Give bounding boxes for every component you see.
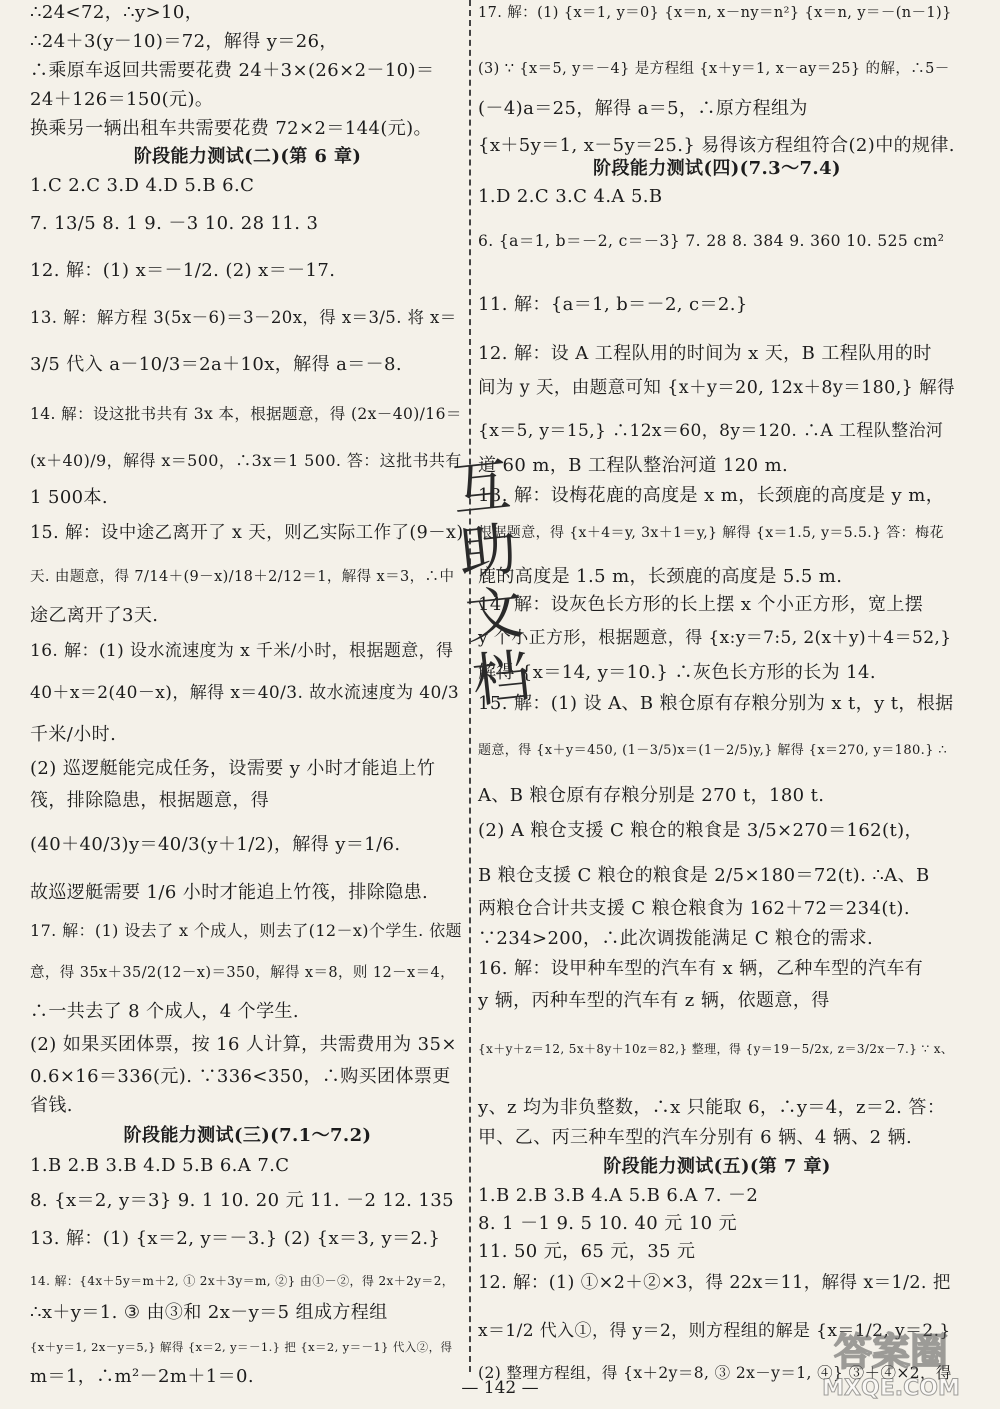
answer-line: 6. {a＝1, b＝－2, c＝－3} 7. 28 8. 384 9. 360 10. 525 cm² xyxy=(478,232,945,250)
answer-line: y 个小正方形，根据题意，得 {x:y＝7:5, 2(x＋y)＋4＝52,} xyxy=(478,628,952,648)
answer-line: 甲、乙、丙三种车型的汽车分别有 6 辆、4 辆、2 辆. xyxy=(478,1127,913,1148)
answer-line: 1.D 2.C 3.C 4.A 5.B xyxy=(478,186,663,207)
answer-line: 14. 解：设这批书共有 3x 本，根据题意，得 (2x－40)/16＝ xyxy=(30,405,462,423)
answer-line: A、B 粮仓原有存粮分别是 270 t，180 t. xyxy=(478,785,825,806)
answer-line: 故巡逻艇需要 1/6 小时才能追上竹筏，排除隐患. xyxy=(30,882,429,903)
answer-line: ∵234>200，∴此次调拨能满足 C 粮仓的需求. xyxy=(478,928,874,949)
section-heading: 阶段能力测试(五)(第 7 章) xyxy=(603,1156,831,1177)
answer-line: 14. 解：{4x＋5y＝m＋2, ① 2x＋3y＝m, ②} 由①－②，得 2x＋2y＝2， xyxy=(30,1274,455,1288)
column-divider xyxy=(469,0,471,1372)
answer-line: 省钱. xyxy=(30,1095,73,1116)
answer-line: 16. 解：设甲种车型的汽车有 x 辆，乙种车型的汽车有 xyxy=(478,958,924,979)
section-heading: 阶段能力测试(四)(7.3～7.4) xyxy=(593,158,841,179)
answer-line: 15. 解：(1) 设 A、B 粮仓原有存粮分别为 x t，y t，根据 xyxy=(478,693,954,714)
answer-line: (x＋40)/9，解得 x＝500，∴3x＝1 500. 答：这批书共有 xyxy=(30,451,462,470)
answer-line: 24＋126＝150(元)。 xyxy=(30,89,214,110)
answer-line: B 粮仓支援 C 粮仓的粮食是 2/5×180＝72(t). ∴A、B xyxy=(478,865,930,886)
answer-line: 12. 解：(1) x＝－1/2. (2) x＝－17. xyxy=(30,260,336,281)
answer-line: (3) ∵ {x＝5, y＝－4} 是方程组 {x＋y＝1, x－ay＝25} 的解，∴5－ xyxy=(478,61,950,77)
answer-line: 7. 13/5 8. 1 9. －3 10. 28 11. 3 xyxy=(30,213,319,234)
answer-line: (2) 整理方程组，得 {x＋2y＝8, ③ 2x－y＝1, ④} ③＋④×2，得 xyxy=(478,1364,952,1382)
answer-line: 40＋x＝2(40－x)，解得 x＝40/3. 故水流速度为 40/3 xyxy=(30,683,460,703)
answer-line: y 辆，丙种车型的汽车有 z 辆，依题意，得 xyxy=(478,990,830,1011)
answer-line: 根据题意，得 {x＋4＝y, 3x＋1＝y,} 解得 {x＝1.5, y＝5.5.} 答：梅花 xyxy=(478,525,944,541)
answer-line: (2) 如果买团体票，按 16 人计算，共需费用为 35× xyxy=(30,1034,457,1055)
answer-line: 12. 解：设 A 工程队用的时间为 x 天，B 工程队用的时 xyxy=(478,343,932,364)
answer-line: {x＋y＋z＝12, 5x＋8y＋10z＝82,} 整理，得 {y＝19－5/2x, z＝3/2x－7.} ∵ x、 xyxy=(478,1042,954,1056)
answer-line: 3/5 代入 a－10/3＝2a＋10x，解得 a＝－8. xyxy=(30,354,403,375)
answer-line: {x＝5, y＝15,} ∴12x＝60，8y＝120. ∴A 工程队整治河 xyxy=(478,421,944,441)
answer-line: (2) 巡逻艇能完成任务，设需要 y 小时才能追上竹 xyxy=(30,758,436,779)
handwritten-signature: 互 助 文 档 xyxy=(448,450,534,716)
answer-line: 千米/小时. xyxy=(30,724,117,745)
answer-line: 鹿的高度是 1.5 m，长颈鹿的高度是 5.5 m. xyxy=(478,566,843,587)
answer-line: 17. 解：(1) {x＝1, y＝0} {x＝n, x－ny＝n²} {x＝n, y＝－(n－1)} xyxy=(478,5,952,21)
watermark-logo: 答案圈 MXQE.COM xyxy=(822,1330,960,1401)
answer-line: {x＋y＝1, 2x－y＝5,} 解得 {x＝2, y＝－1.} 把 {x＝2, y＝－1} 代入②，得 xyxy=(30,1340,453,1354)
answer-line: 16. 解：(1) 设水流速度为 x 千米/小时，根据题意，得 xyxy=(30,641,454,661)
answer-line: 15. 解：设中途乙离开了 x 天，则乙实际工作了(9－x) xyxy=(30,523,464,543)
answer-line: (40＋40/3)y＝40/3(y＋1/2)，解得 y＝1/6. xyxy=(30,834,401,855)
answer-line: 13. 解：(1) {x＝2, y＝－3.} (2) {x＝3, y＝2.} xyxy=(30,1228,441,1249)
answer-line: 8. {x＝2, y＝3} 9. 1 10. 20 元 11. －2 12. 135 xyxy=(30,1190,454,1211)
answer-line: 17. 解：(1) 设去了 x 个成人，则去了(12－x)个学生. 依题 xyxy=(30,921,462,940)
answer-line: 两粮仓合计共支援 C 粮仓粮食为 162＋72＝234(t). xyxy=(478,898,910,919)
answer-line: (－4)a＝25，解得 a＝5，∴原方程组为 xyxy=(478,98,808,119)
answer-line: 道 60 m，B 工程队整治河道 120 m. xyxy=(478,455,789,476)
answer-line: 0.6×16＝336(元). ∵336<350，∴购买团体票更 xyxy=(30,1066,451,1087)
page-number: — 142 — xyxy=(461,1378,539,1398)
answer-line: 题意，得 {x＋y＝450, (1－3/5)x＝(1－2/5)y,} 解得 {x＝270, y＝180.} ∴ xyxy=(478,743,948,758)
section-heading: 阶段能力测试(二)(第 6 章) xyxy=(133,146,362,167)
answer-line: 解得 {x＝14, y＝10.} ∴灰色长方形的长为 14. xyxy=(478,662,876,683)
answer-line: 11. 解：{a＝1, b＝－2, c＝2.} xyxy=(478,294,748,315)
answer-line: (2) A 粮仓支援 C 粮仓的粮食是 3/5×270＝162(t)， xyxy=(478,820,923,841)
answer-line: m＝1，∴m²－2m＋1＝0. xyxy=(30,1366,254,1387)
answer-line: ∴24<72，∴y>10， xyxy=(30,2,204,23)
answer-line: {x＋5y＝1, x－5y＝25.} 易得该方程组符合(2)中的规律. xyxy=(478,135,955,156)
answer-line: 1.B 2.B 3.B 4.A 5.B 6.A 7. －2 xyxy=(478,1185,759,1206)
answer-line: 1.B 2.B 3.B 4.D 5.B 6.A 7.C xyxy=(30,1155,290,1176)
section-heading: 阶段能力测试(三)(7.1～7.2) xyxy=(123,1125,372,1146)
answer-line: 12. 解：(1) ①×2＋②×3，得 22x＝11，解得 x＝1/2. 把 xyxy=(478,1273,951,1293)
answer-line: ∴一共去了 8 个成人，4 个学生. xyxy=(30,1001,299,1022)
answer-line: 11. 50 元，65 元，35 元 xyxy=(478,1241,696,1262)
answer-line: ∴x＋y＝1. ③ 由③和 2x－y＝5 组成方程组 xyxy=(30,1302,388,1323)
answer-line: 途乙离开了3天. xyxy=(30,605,159,626)
answer-line: 8. 1 －1 9. 5 10. 40 元 10 元 xyxy=(478,1213,738,1234)
answer-line: 1 500本. xyxy=(30,487,109,508)
answer-line: 1.C 2.C 3.D 4.D 5.B 6.C xyxy=(30,175,255,196)
answer-line: 14. 解：设灰色长方形的长上摆 x 个小正方形，宽上摆 xyxy=(478,594,924,615)
answer-line: 筏，排除隐患，根据题意，得 xyxy=(30,790,270,811)
answer-line: ∴乘原车返回共需要花费 24＋3×(26×2－10)＝ xyxy=(30,60,435,81)
answer-line: 意，得 35x＋35/2(12－x)＝350，解得 x＝8，则 12－x＝4， xyxy=(30,965,455,981)
answer-line: ∴24＋3(y－10)＝72，解得 y＝26， xyxy=(30,31,338,52)
answer-line: x＝1/2 代入①，得 y＝2，则方程组的解是 {x＝1/2, y＝2.} xyxy=(478,1321,951,1341)
answer-line: 天. 由题意，得 7/14＋(9－x)/18＋2/12＝1，解得 x＝3，∴中 xyxy=(30,569,455,585)
answer-line: 换乘另一辆出租车共需要花费 72×2＝144(元)。 xyxy=(30,118,432,139)
answer-line: 13. 解：设梅花鹿的高度是 x m，长颈鹿的高度是 y m， xyxy=(478,485,945,506)
answer-line: y、z 均为非负整数，∴x 只能取 6，∴y＝4，z＝2. 答： xyxy=(478,1097,946,1118)
answer-line: 间为 y 天，由题意可知 {x＋y＝20, 12x＋8y＝180,} 解得 xyxy=(478,378,955,398)
answer-line: 13. 解：解方程 3(5x－6)＝3－20x，得 x＝3/5. 将 x＝ xyxy=(30,308,457,327)
